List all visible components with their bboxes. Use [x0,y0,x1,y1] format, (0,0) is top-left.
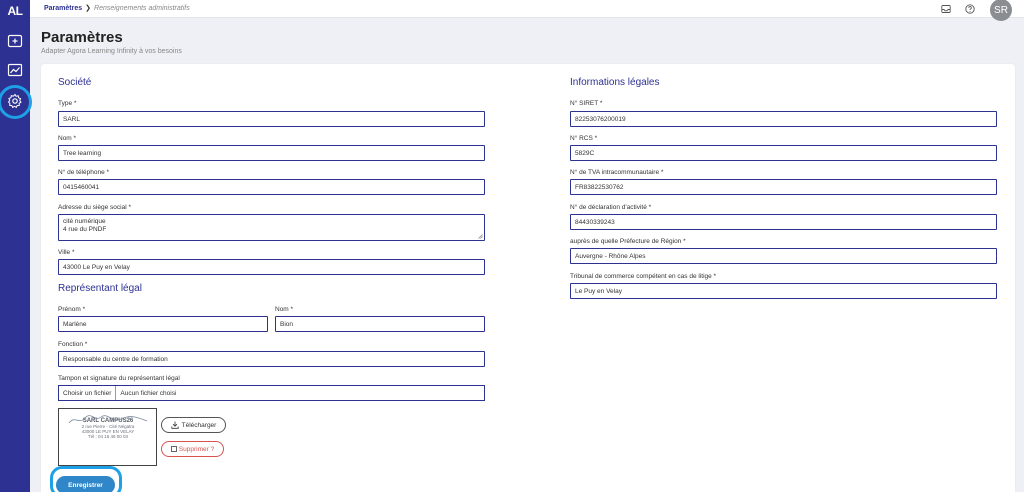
declaration-field[interactable]: 84430339243 [570,214,997,230]
tampon-file-input[interactable] [58,385,485,401]
delete-label: Supprimer ? [178,445,215,453]
adresse-label: Adresse du siège social * [58,204,131,211]
adresse-line-1: cité numérique [63,218,106,225]
type-field[interactable]: SARL [58,111,485,127]
download-button[interactable] [161,417,226,433]
chart-icon[interactable] [5,60,25,80]
telephone-field[interactable]: 0415460041 [58,179,485,195]
delete-button[interactable] [161,441,224,457]
stamp-image [58,408,157,466]
nom-field[interactable]: Tree learning [58,145,485,161]
rep-nom-label: Nom * [275,306,294,313]
page-title: Paramètres [41,29,123,46]
download-label: Télécharger [181,421,217,429]
nom-label: Nom * [58,135,77,142]
telephone-label: N° de téléphone * [58,169,110,176]
page-subtitle: Adapter Agora Learning Infinity à vos besoins [41,48,182,55]
rcs-field[interactable]: 5829C [570,145,997,161]
stamp-line-3: 43000 LE PUY EN VELAY [81,429,135,434]
adresse-textarea[interactable] [58,214,485,241]
sidebar [0,0,30,492]
adresse-line-2: 4 rue du PNDF [63,226,107,233]
inbox-icon[interactable] [940,3,952,15]
declaration-label: N° de déclaration d'activité * [570,204,652,211]
section-title-societe: Société [58,77,92,88]
prenom-label: Prénom * [58,306,86,313]
plus-box-icon[interactable] [5,31,25,51]
tva-label: N° de TVA intracommunautaire * [570,169,664,176]
stamp-line-1: SARL CAMPUS26 [82,418,134,424]
siret-label: N° SIRET * [570,100,603,107]
section-title-representant: Représentant légal [58,283,142,294]
prenom-field[interactable]: Marlène [58,316,268,332]
delete-checkbox[interactable] [171,446,177,452]
type-label: Type * [58,100,77,107]
signature-scribble [65,413,151,427]
breadcrumb-root[interactable]: Paramètres [44,4,83,12]
gear-icon[interactable] [5,91,25,111]
breadcrumb [44,4,190,12]
stamp-line-2: 2 rue Pierre - Cité Négatra [81,424,135,429]
resize-grip-icon[interactable] [478,234,483,239]
fonction-field[interactable]: Responsable du centre de formation [58,351,485,367]
avatar[interactable]: SR [990,0,1012,21]
app-logo[interactable]: AL [7,4,23,18]
tva-field[interactable]: FR83822530762 [570,179,997,195]
help-icon[interactable] [964,3,976,15]
fonction-label: Fonction * [58,341,88,348]
breadcrumb-separator: ❯ [85,5,92,12]
file-status: Aucun fichier choisi [120,389,177,397]
ville-label: Ville * [58,249,75,256]
topbar [30,0,1024,18]
tribunal-field[interactable]: Le Puy en Velay [570,283,997,299]
stamp-line-4: Tél : 04 15 46 00 03 [87,434,129,439]
siret-field[interactable]: 82253076200019 [570,111,997,127]
rep-nom-field[interactable]: Bion [275,316,485,332]
section-title-legal: Informations légales [570,77,660,88]
ville-field[interactable]: 43000 Le Puy en Velay [58,259,485,275]
download-icon [171,421,179,429]
prefecture-label: auprès de quelle Préfecture de Région * [570,238,686,245]
tampon-label: Tampon et signature du représentant légal [58,375,180,382]
choose-file-button[interactable]: Choisir un fichier [59,386,116,400]
prefecture-field[interactable]: Auvergne - Rhône Alpes [570,248,997,264]
tribunal-label: Tribunal de commerce compétent en cas de litige * [570,273,717,280]
save-button[interactable]: Enregistrer [56,476,115,492]
breadcrumb-current: Renseignements administratifs [94,4,190,12]
rcs-label: N° RCS * [570,135,598,142]
